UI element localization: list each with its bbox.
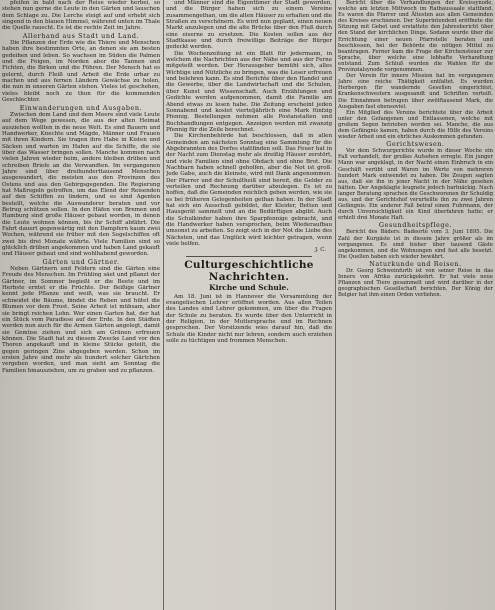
column-rule [163, 0, 164, 610]
paragraph: Dr. Georg Schweinfurth ist von seiner Reise in das Innere von Afrika zurückgekehrt. Er hat viele neue Pflanzen und Tiere gesammelt und wird darüber in der geographischen Gesellschaft berichten. Der König der Belgier hat ihm einen Orden verliehen. [338, 268, 493, 299]
column-rule [335, 0, 336, 610]
column-right [338, 0, 493, 610]
author-signature: J. C. [315, 247, 326, 254]
section-heading: Allerhand aus Stadt und Land. [22, 31, 140, 40]
section-subtitle: Kirche und Schule. [209, 282, 289, 292]
column-middle [166, 0, 332, 610]
paragraph: pfeifen in bald nach der Reise wieder herbei, so stehen nun gerne die Leute in den Gärten und lauschen dem Schlage zu. Die Lerche steigt auf und erhebt sich singend in den blauen Himmel, während unten im Thale die Quelle rauscht. Es ist die rechte Zeit im Jahre. [2, 0, 160, 32]
paragraph: Bericht über die Verhandlungen der Kreissynode, welche am letzten Mittwoch im Rathaussaale stattfand. Es waren die Pfarrer und Ältesten aus allen Gemeinden des Kreises erschienen. Der Superintendent eröffnete die Sitzung mit Gebet und erstattete den Jahresbericht über den Stand der kirchlichen Dinge. Sodann wurde über die Errichtung einer neuen Pfarrstelle beraten und beschlossen, bei der Behörde die nötigen Mittel zu beantragen. Ferner kam die Frage der Kirchensteuer zur Sprache, über welche eine lebhafte Verhandlung entstand. Zum Schluß wurden die Wahlen für die Provinzialsynode vorgenommen. [338, 0, 493, 74]
paragraph: Vor dem Schwurgerichte wurde in dieser Woche ein Fall verhandelt, der großes Aufsehen erregte. Ein junger Mann war angeklagt, in der Nacht einen Einbruch in ein Geschäft verübt und Waren im Werte von mehreren hundert Mark entwendet zu haben. Die Zeugen sagten aus, daß sie ihn in jener Nacht in der Nähe gesehen hätten. Der Angeklagte leugnete jedoch hartnäckig. Nach langer Beratung sprachen die Geschworenen ihr Schuldig aus, und der Gerichtshof verurteilte ihn zu zwei Jahren Gefängnis. Ein anderer Fall betraf einen Fuhrmann, der durch Unvorsichtigkeit ein Kind überfahren hatte; er erhielt drei Monate Haft. [338, 148, 493, 222]
section-heading: Gerichtswesen. [386, 140, 445, 149]
paragraph: Der Verein für innere Mission hat im vergangenen Jahre eine reiche Thätigkeit entfaltet. Es wurden Herbergen für wandernde Gesellen eingerichtet, Krankenschwestern ausgesandt und Schriften verteilt. Die Einnahmen betrugen über zwölftausend Mark, die Ausgaben fast ebensoviel. [338, 73, 493, 110]
section-heading: Gesundheitspflege. [378, 221, 453, 230]
divider [186, 256, 312, 257]
section-heading: Einwanderungen und Ausgaben. [19, 103, 143, 112]
section-heading: Gärten und Gärtner. [42, 257, 120, 266]
column-left [2, 0, 160, 610]
paragraph: Bericht des Bäders: Badeorte vom 3. Juni 1895. Die Zahl der Kurgäste ist in diesem Jahre größer als im vergangenen. Es sind bisher über tausend Gäste angekommen, und die Wohnungen sind fast alle besetzt. Die Quellen haben sich wieder bewährt. [338, 229, 493, 260]
paragraph: und Männer sind die Eigentümer der Stadt geworden, und die Bürger haben sich zu einem Vereine zusammengethan, um die alten Häuser zu erhalten und die Straßen zu verschönern. Es wird nun geplant, einen neuen Markt anzulegen und die alte Brücke über den Fluß durch eine eiserne zu ersetzen. Die Kosten sollen aus der Stadtkasse und durch freiwillige Beiträge der Bürger gedeckt werden. [166, 0, 332, 51]
paragraph: Die Kirchenbehörde hat beschlossen, daß in allen Gemeinden am nächsten Sonntag eine Sammlung für die Abgebrannten des Dorfes stattfinden soll. Das Feuer hat in der Nacht zum Dienstag mehr als dreißig Häuser zerstört, und viele Familien sind ohne Obdach und ohne Brot. Die Nachbarn haben schnell geholfen, aber die Not ist groß. Jede Gabe, auch die kleinste, wird mit Dank angenommen. Der Pfarrer und der Schultheiß sind bereit, die Gelder zu verteilen und Rechnung darüber abzulegen. Es ist zu hoffen, daß die Gemeinden reichlich geben werden, wie sie es bei früheren Gelegenheiten gethan haben. In der Stadt hat sich ein Ausschuß gebildet, der Kleider, Betten und Hausgerät sammelt und an die Bedürftigen abgibt. Auch die Schulkinder haben ihre Sparpfennige gebracht, und die Handwerker haben versprochen, beim Wiederaufbau umsonst zu arbeiten. So zeigt sich in der Not die Liebe des Nächsten, und das Unglück wird leichter getragen, wenn viele helfen. [166, 133, 332, 248]
section-title: Culturgeschichtliche Nachrichten. [184, 258, 314, 283]
section-heading: Naturkunde und Reisen. [369, 259, 462, 268]
paragraph: Die Wochenzeitung ist ein Blatt für jedermann, in welchem die Nachrichten aus der Nähe und aus der Ferne mitgeteilt werden. Der Herausgeber bemüht sich, alles Wichtige und Nützliche zu bringen, was die Leser erfreuen und belehren kann. Es sind Berichte über den Handel und die Gewerbe, über die Landwirtschaft und die Schulen, über Kunst und Wissenschaft. Auch Erzählungen und Gedichte werden aufgenommen, damit die Familie am Abend etwas zu lesen habe. Die Zeitung erscheint jeden Sonnabend und kostet vierteljährlich eine Mark fünfzig Pfennig. Bestellungen nehmen alle Postanstalten und Buchhandlungen entgegen. Anzeigen werden mit zwanzig Pfennig für die Zeile berechnet. [166, 50, 332, 133]
paragraph: Die Pflanzen der Erde wie die Thiere und Menschen haben ihre bestimmten Orte, an denen sie am besten gedeihen und leben. So wachsen im Süden die Palmen und die Feigen, im Norden aber die Tannen und Fichten, die Birken und die Föhren. Der Mensch hat es gelernt, durch Fleiß und Arbeit die Erde urbar zu machen und aus fernen Ländern Gewächse zu holen, die nun in unseren Gärten stehen. Vieles ist geschehen, vieles bleibt noch zu thun für die kommenden Geschlechter. [2, 40, 160, 104]
paragraph: Am 18. Juni ist in Hannover die Versammlung der evangelischen Lehrer eröffnet worden. Aus allen Teilen des Landes sind Lehrer gekommen, um über die Fragen der Schule zu beraten. Es wurde über den Unterricht in der Religion, in der Muttersprache und im Rechnen gesprochen. Der Vorsitzende wies darauf hin, daß die Schule die Kinder nicht nur lehren, sondern auch erziehen solle zu tüchtigen und frommen Menschen. [166, 293, 332, 345]
paragraph: Zwischen dem Land und dem Meere sind viele Leute auf dem Wege gewesen, die aus der alten Heimat ausziehen wollten in die neue Welt. Es sind Bauern und Handwerker, Knechte und Mägde, Männer und Frauen mit ihren Kindern. Sie tragen ihre Habe in Kisten und Säcken und warten im Hafen auf die Schiffe, die sie über das Wasser bringen sollen. Manche kommen nach vielen Jahren wieder heim, andere bleiben drüben und schreiben Briefe an die Verwandten. Im vergangenen Jahre sind über dreihunderttausend Menschen ausgewandert, die meisten aus den Provinzen des Ostens und aus den Gebirgsgegenden. Die Regierung hat Maßregeln getroffen, um das Elend der Reisenden auf den Schiffen zu lindern, und es sind Agenten bestellt, welche die Auswanderer beraten und vor Betrug schützen sollen. In den Häfen von Bremen und Hamburg sind große Häuser gebaut worden, in denen die Leute wohnen können, bis ihr Schiff abfährt. Die Fahrt dauert gegenwärtig mit den Dampfern kaum zwei Wochen, während sie früher mit den Segelschiffen oft zwei bis drei Monate währte. Viele Familien sind so glücklich drüben angekommen und haben Land gekauft und Häuser gebaut und sind wohlhabend geworden. [2, 111, 160, 258]
paragraph: Neben Gärtnern und Feldern sind die Gärten eine Freude des Menschen. Im Frühling säet und pflanzt der Gärtner, im Sommer begießt er die Beete und im Herbste erntet er die Früchte. Der fleißige Gärtner kennt jede Pflanze und weiß, was sie braucht. Er schneidet die Bäume, bindet die Reben und hütet die Blumen vor dem Frost. Seine Arbeit ist mühsam, aber sie bringt reichen Lohn. Wer einen Garten hat, der hat ein Stück vom Paradiese auf der Erde. In den Städten werden nun auch für die Armen Gärten angelegt, damit sie Gemüse ziehen und sich am Grünen erfreuen können. Die Stadt hat zu diesem Zwecke Land vor den Thoren angekauft und in kleine Stücke geteilt, die gegen geringen Zins abgegeben werden. Schon im ersten Jahre sind mehr als hundert solcher Gärtchen vergeben worden, und man sieht am Sonntag die Familien hinausziehen, um zu graben und zu pflanzen. [2, 266, 160, 374]
paragraph: Ein Mitglied des Vereins berichtete über die Arbeit unter den Gefangenen und Entlassenen, welche mit großem Segen betrieben worden sei. Manche, die aus dem Gefängnis kamen, haben durch die Hilfe des Vereins wieder Arbeit und ein ehrliches Auskommen gefunden. [338, 109, 493, 141]
